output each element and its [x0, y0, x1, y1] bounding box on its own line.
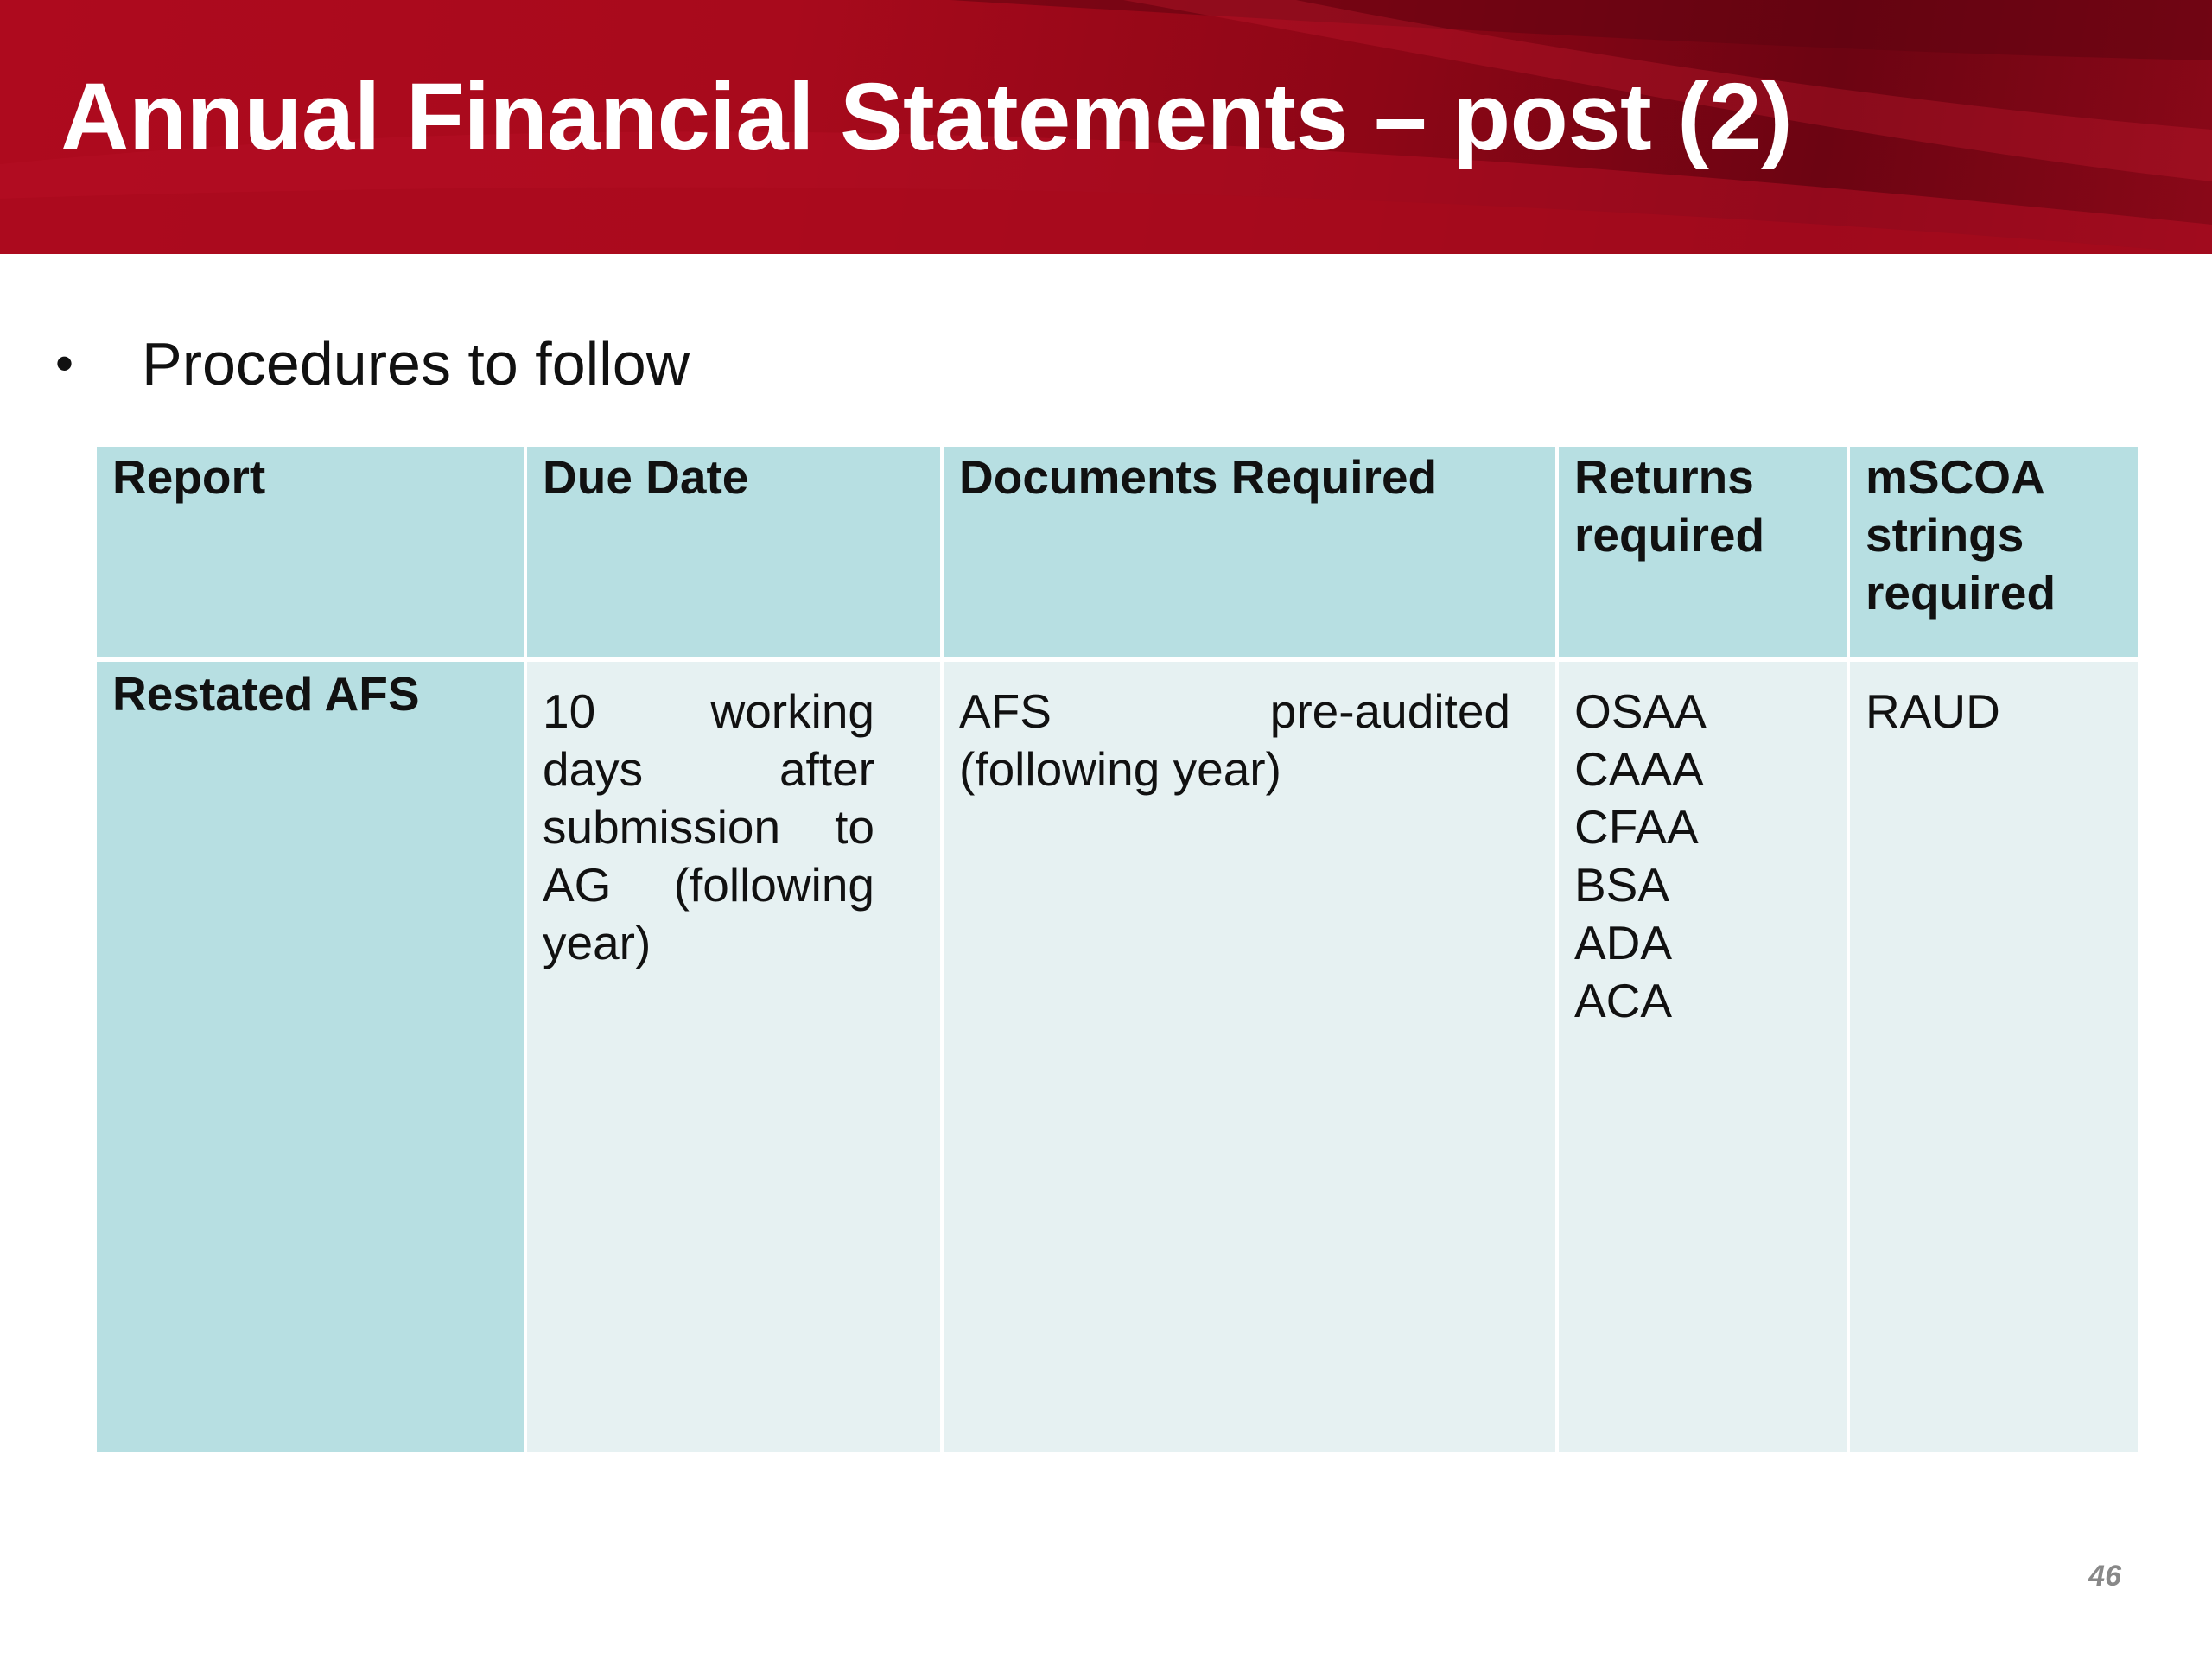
header-cell-report: Report	[97, 447, 524, 657]
return-item: BSA	[1574, 858, 1670, 912]
cell-documents: AFS pre-audited (following year)	[944, 662, 1555, 1452]
page-number: 46	[2088, 1560, 2121, 1592]
title-banner	[0, 0, 2212, 254]
header-cell-returns: Returns required	[1559, 447, 1847, 657]
return-item: CFAA	[1574, 800, 1699, 854]
bullet-text: Procedures to follow	[142, 330, 690, 397]
bullet-icon: •	[55, 334, 74, 392]
header-cell-documents: Documents Required	[944, 447, 1555, 657]
return-item: ACA	[1574, 974, 1673, 1027]
cell-report: Restated AFS	[97, 662, 524, 1452]
return-item: ADA	[1574, 916, 1673, 969]
cell-returns	[1559, 662, 1847, 1452]
cell-due-date: 10 working days after submission to AG (following year)	[527, 662, 940, 1452]
return-item: CAAA	[1574, 742, 1704, 796]
slide-title: Annual Financial Statements – post (2)	[60, 64, 1793, 170]
cell-mscoa: RAUD	[1850, 662, 2138, 1452]
header-cell-mscoa: mSCOA strings required	[1850, 447, 2138, 657]
header-cell-due-date: Due Date	[527, 447, 940, 657]
return-item: OSAA	[1574, 684, 1707, 738]
